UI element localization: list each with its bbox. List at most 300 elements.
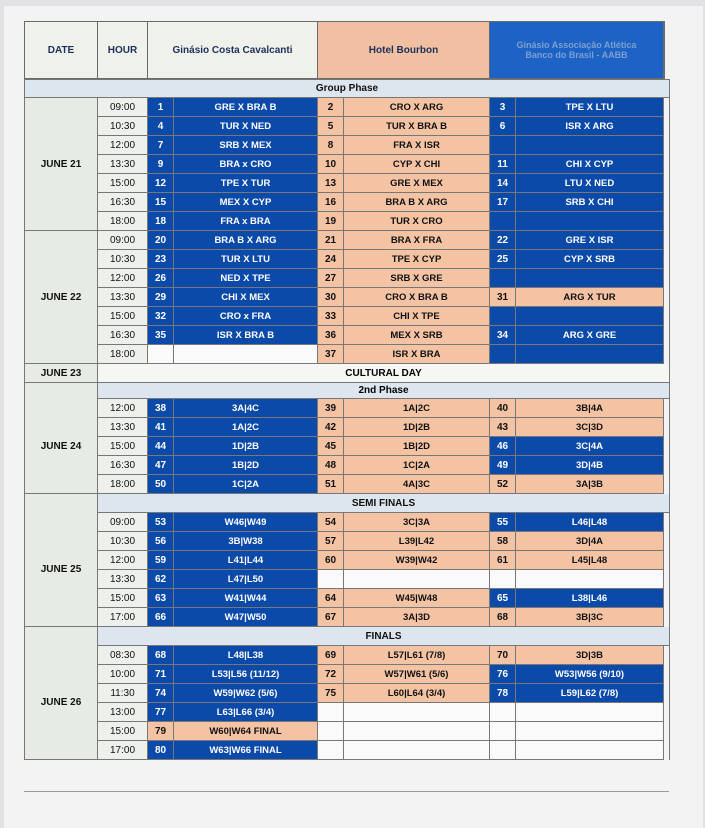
game-number: 13 <box>318 174 344 192</box>
time-cell: 13:00 <box>98 703 148 722</box>
matchup <box>516 307 663 325</box>
game-number <box>490 307 516 325</box>
date-spacer <box>25 494 98 513</box>
table-row <box>98 193 669 212</box>
time-cell: 15:00 <box>98 589 148 608</box>
game-number: 54 <box>318 513 344 531</box>
matchup: 1D|2B <box>174 437 317 455</box>
table-row <box>98 117 669 136</box>
table-row <box>98 288 669 307</box>
time-cell: 18:00 <box>98 345 148 364</box>
game-number: 68 <box>148 646 174 664</box>
match-slot <box>318 231 490 250</box>
matchup: 3C|4A <box>516 437 663 455</box>
game-number <box>148 345 174 363</box>
game-number: 36 <box>318 326 344 344</box>
game-number: 53 <box>148 513 174 531</box>
matchup: CYP X CHI <box>344 155 489 173</box>
table-row <box>98 570 669 589</box>
matchup: L41|L44 <box>174 551 317 569</box>
game-number: 5 <box>318 117 344 135</box>
day-rows <box>98 399 669 494</box>
time-cell: 13:30 <box>98 155 148 174</box>
game-number: 18 <box>148 212 174 230</box>
game-number: 21 <box>318 231 344 249</box>
matchup: NED X TPE <box>174 269 317 287</box>
table-row <box>98 513 669 532</box>
phase-band: Group Phase <box>24 79 670 98</box>
matchup: CRO X ARG <box>344 98 489 116</box>
match-slot <box>318 570 490 589</box>
match-slot <box>318 437 490 456</box>
match-slot <box>148 741 318 760</box>
game-number: 30 <box>318 288 344 306</box>
match-slot <box>490 193 664 212</box>
date-label: JUNE 21 <box>25 98 98 231</box>
game-number: 42 <box>318 418 344 436</box>
table-row <box>98 551 669 570</box>
match-slot <box>148 608 318 627</box>
matchup: TPE X TUR <box>174 174 317 192</box>
time-cell: 08:30 <box>98 646 148 665</box>
matchup: 3B|W38 <box>174 532 317 550</box>
matchup: L60|L64 (3/4) <box>344 684 489 702</box>
matchup <box>516 136 663 154</box>
date-spacer <box>25 627 98 646</box>
match-slot <box>318 741 490 760</box>
match-slot <box>490 117 664 136</box>
match-slot <box>318 532 490 551</box>
matchup: L38|L46 <box>516 589 663 607</box>
matchup: ISR X ARG <box>516 117 663 135</box>
match-slot <box>148 399 318 418</box>
match-slot <box>490 212 664 231</box>
match-slot <box>148 345 318 364</box>
matchup: BRA B X ARG <box>344 193 489 211</box>
game-number: 77 <box>148 703 174 721</box>
time-cell: 16:30 <box>98 193 148 212</box>
match-slot <box>490 741 664 760</box>
game-number: 61 <box>490 551 516 569</box>
match-slot <box>490 570 664 589</box>
time-cell: 15:00 <box>98 437 148 456</box>
match-slot <box>490 665 664 684</box>
match-slot <box>148 269 318 288</box>
matchup: CRO X BRA B <box>344 288 489 306</box>
matchup: L47|L50 <box>174 570 317 588</box>
game-number: 52 <box>490 475 516 493</box>
match-slot <box>490 98 664 117</box>
match-slot <box>318 646 490 665</box>
game-number: 7 <box>148 136 174 154</box>
match-slot <box>490 551 664 570</box>
matchup: W39|W42 <box>344 551 489 569</box>
matchup: 3C|3D <box>516 418 663 436</box>
match-slot <box>318 399 490 418</box>
match-slot <box>148 532 318 551</box>
date-label: JUNE 23 <box>25 364 98 382</box>
matchup: 3B|4A <box>516 399 663 417</box>
table-row <box>98 741 669 760</box>
match-slot <box>148 231 318 250</box>
match-slot <box>148 703 318 722</box>
matchup: FRA x BRA <box>174 212 317 230</box>
matchup: W53|W56 (9/10) <box>516 665 663 683</box>
game-number: 37 <box>318 345 344 363</box>
time-cell: 10:30 <box>98 532 148 551</box>
matchup: ARG X GRE <box>516 326 663 344</box>
day-block <box>24 399 670 494</box>
game-number: 31 <box>490 288 516 306</box>
matchup: 3A|4C <box>174 399 317 417</box>
match-slot <box>490 532 664 551</box>
schedule-sheet <box>4 6 703 828</box>
match-slot <box>148 665 318 684</box>
match-slot <box>490 456 664 475</box>
game-number: 65 <box>490 589 516 607</box>
match-slot <box>148 98 318 117</box>
game-number: 62 <box>148 570 174 588</box>
match-slot <box>318 684 490 703</box>
game-number: 44 <box>148 437 174 455</box>
schedule-grid <box>24 79 670 760</box>
matchup: TPE X LTU <box>516 98 663 116</box>
date-label: JUNE 26 <box>25 646 98 760</box>
game-number: 4 <box>148 117 174 135</box>
match-slot <box>318 288 490 307</box>
matchup: CHI X CYP <box>516 155 663 173</box>
phase-band: SEMI FINALS <box>98 494 669 513</box>
game-number: 78 <box>490 684 516 702</box>
match-slot <box>318 136 490 155</box>
match-slot <box>148 437 318 456</box>
header-date: DATE <box>25 22 98 78</box>
match-slot <box>490 608 664 627</box>
time-cell: 16:30 <box>98 326 148 345</box>
matchup: BRA X FRA <box>344 231 489 249</box>
game-number: 6 <box>490 117 516 135</box>
matchup: L59|L62 (7/8) <box>516 684 663 702</box>
table-row <box>98 345 669 364</box>
matchup: 3A|3B <box>516 475 663 493</box>
table-bottom-rule <box>24 791 669 792</box>
game-number: 3 <box>490 98 516 116</box>
match-slot <box>148 646 318 665</box>
match-slot <box>490 288 664 307</box>
table-row <box>98 136 669 155</box>
matchup: MEX X CYP <box>174 193 317 211</box>
matchup: L53|L56 (11/12) <box>174 665 317 683</box>
matchup: 1A|2C <box>344 399 489 417</box>
match-slot <box>318 269 490 288</box>
match-slot <box>148 326 318 345</box>
matchup: W57|W61 (5/6) <box>344 665 489 683</box>
time-cell: 15:00 <box>98 307 148 326</box>
game-number: 71 <box>148 665 174 683</box>
game-number <box>318 741 344 759</box>
time-cell: 13:30 <box>98 418 148 437</box>
phase-band-row <box>24 494 670 513</box>
game-number: 57 <box>318 532 344 550</box>
matchup: BRA B X ARG <box>174 231 317 249</box>
match-slot <box>490 136 664 155</box>
match-slot <box>318 98 490 117</box>
game-number: 75 <box>318 684 344 702</box>
matchup: 4A|3C <box>344 475 489 493</box>
time-cell: 12:00 <box>98 269 148 288</box>
table-row <box>98 456 669 475</box>
game-number: 68 <box>490 608 516 626</box>
game-number: 67 <box>318 608 344 626</box>
table-row <box>98 475 669 494</box>
game-number: 63 <box>148 589 174 607</box>
matchup: ISR X BRA <box>344 345 489 363</box>
time-cell: 09:00 <box>98 513 148 532</box>
game-number: 50 <box>148 475 174 493</box>
time-cell: 12:00 <box>98 136 148 155</box>
table-row <box>98 703 669 722</box>
matchup: 1D|2B <box>344 418 489 436</box>
time-cell: 17:00 <box>98 741 148 760</box>
time-cell: 12:00 <box>98 551 148 570</box>
time-cell: 13:30 <box>98 288 148 307</box>
time-cell: 16:30 <box>98 456 148 475</box>
game-number: 11 <box>490 155 516 173</box>
matchup: LTU X NED <box>516 174 663 192</box>
matchup <box>344 722 489 740</box>
time-cell: 09:00 <box>98 231 148 250</box>
game-number: 41 <box>148 418 174 436</box>
matchup: SRB X MEX <box>174 136 317 154</box>
day-rows <box>98 98 669 231</box>
matchup: GRE X MEX <box>344 174 489 192</box>
day-rows <box>98 513 669 627</box>
table-row <box>98 589 669 608</box>
matchup: CHI X TPE <box>344 307 489 325</box>
matchup: MEX X SRB <box>344 326 489 344</box>
matchup: L48|L38 <box>174 646 317 664</box>
matchup <box>344 703 489 721</box>
time-cell: 12:00 <box>98 399 148 418</box>
match-slot <box>148 250 318 269</box>
matchup: TUR X LTU <box>174 250 317 268</box>
game-number: 23 <box>148 250 174 268</box>
game-number: 27 <box>318 269 344 287</box>
game-number: 8 <box>318 136 344 154</box>
match-slot <box>318 513 490 532</box>
game-number: 14 <box>490 174 516 192</box>
matchup: 3D|4A <box>516 532 663 550</box>
matchup: CYP X SRB <box>516 250 663 268</box>
time-cell: 18:00 <box>98 475 148 494</box>
game-number: 55 <box>490 513 516 531</box>
table-row <box>98 665 669 684</box>
game-number: 29 <box>148 288 174 306</box>
matchup: 1B|2D <box>344 437 489 455</box>
game-number: 12 <box>148 174 174 192</box>
table-row <box>98 231 669 250</box>
cultural-day-row <box>24 364 670 383</box>
match-slot <box>148 513 318 532</box>
game-number: 40 <box>490 399 516 417</box>
matchup: TUR X CRO <box>344 212 489 230</box>
match-slot <box>490 399 664 418</box>
game-number: 20 <box>148 231 174 249</box>
game-number: 69 <box>318 646 344 664</box>
date-label: JUNE 22 <box>25 231 98 364</box>
match-slot <box>490 437 664 456</box>
game-number: 60 <box>318 551 344 569</box>
matchup <box>516 212 663 230</box>
matchup: 3D|3B <box>516 646 663 664</box>
header-venue-aabb: Ginásio Associação Atlética Banco do Brasil - AABB <box>490 22 664 78</box>
game-number: 33 <box>318 307 344 325</box>
game-number: 10 <box>318 155 344 173</box>
match-slot <box>490 326 664 345</box>
day-rows <box>98 646 669 760</box>
matchup <box>344 570 489 588</box>
game-number: 16 <box>318 193 344 211</box>
table-row <box>98 399 669 418</box>
game-number: 70 <box>490 646 516 664</box>
table-row <box>98 646 669 665</box>
match-slot <box>148 589 318 608</box>
match-slot <box>490 155 664 174</box>
match-slot <box>148 174 318 193</box>
match-slot <box>490 703 664 722</box>
table-row <box>98 269 669 288</box>
game-number: 22 <box>490 231 516 249</box>
time-cell: 10:30 <box>98 250 148 269</box>
match-slot <box>148 193 318 212</box>
game-number: 48 <box>318 456 344 474</box>
match-slot <box>490 269 664 288</box>
day-rows <box>98 231 669 364</box>
match-slot <box>318 722 490 741</box>
match-slot <box>318 418 490 437</box>
matchup: CRO x FRA <box>174 307 317 325</box>
matchup: 3D|4B <box>516 456 663 474</box>
game-number: 58 <box>490 532 516 550</box>
match-slot <box>490 646 664 665</box>
game-number: 72 <box>318 665 344 683</box>
game-number: 17 <box>490 193 516 211</box>
matchup: W47|W50 <box>174 608 317 626</box>
cultural-day-label: CULTURAL DAY <box>98 364 669 382</box>
matchup: BRA x CRO <box>174 155 317 173</box>
game-number: 79 <box>148 722 174 740</box>
game-number: 24 <box>318 250 344 268</box>
match-slot <box>148 307 318 326</box>
match-slot <box>318 551 490 570</box>
matchup: SRB X GRE <box>344 269 489 287</box>
table-row <box>98 250 669 269</box>
matchup <box>516 703 663 721</box>
match-slot <box>148 418 318 437</box>
matchup <box>516 570 663 588</box>
matchup: 3C|3A <box>344 513 489 531</box>
matchup: GRE X BRA B <box>174 98 317 116</box>
game-number: 32 <box>148 307 174 325</box>
matchup: L63|L66 (3/4) <box>174 703 317 721</box>
date-spacer <box>25 383 98 399</box>
match-slot <box>318 174 490 193</box>
table-row <box>98 174 669 193</box>
matchup <box>516 741 663 759</box>
match-slot <box>318 665 490 684</box>
game-number: 1 <box>148 98 174 116</box>
game-number: 45 <box>318 437 344 455</box>
match-slot <box>318 475 490 494</box>
matchup: ISR X BRA B <box>174 326 317 344</box>
match-slot <box>490 722 664 741</box>
match-slot <box>318 193 490 212</box>
game-number <box>490 722 516 740</box>
match-slot <box>490 174 664 193</box>
match-slot <box>318 608 490 627</box>
phase-subheader <box>24 383 670 399</box>
game-number: 47 <box>148 456 174 474</box>
matchup: L46|L48 <box>516 513 663 531</box>
matchup: 1C|2A <box>174 475 317 493</box>
time-cell: 17:00 <box>98 608 148 627</box>
match-slot <box>148 475 318 494</box>
game-number <box>490 741 516 759</box>
match-slot <box>490 231 664 250</box>
time-cell: 18:00 <box>98 212 148 231</box>
game-number: 59 <box>148 551 174 569</box>
match-slot <box>148 722 318 741</box>
table-row <box>98 326 669 345</box>
match-slot <box>318 326 490 345</box>
matchup: W63|W66 FINAL <box>174 741 317 759</box>
date-label: JUNE 25 <box>25 513 98 627</box>
game-number: 9 <box>148 155 174 173</box>
phase-band: FINALS <box>98 627 669 646</box>
match-slot <box>318 456 490 475</box>
table-row <box>98 684 669 703</box>
game-number: 38 <box>148 399 174 417</box>
matchup: W45|W48 <box>344 589 489 607</box>
game-number <box>490 212 516 230</box>
matchup: SRB X CHI <box>516 193 663 211</box>
game-number: 64 <box>318 589 344 607</box>
table-row <box>98 608 669 627</box>
match-slot <box>490 589 664 608</box>
game-number: 43 <box>490 418 516 436</box>
match-slot <box>148 136 318 155</box>
game-number: 15 <box>148 193 174 211</box>
matchup <box>516 345 663 363</box>
game-number: 66 <box>148 608 174 626</box>
matchup: W46|W49 <box>174 513 317 531</box>
header-venue-hotel-bourbon: Hotel Bourbon <box>318 22 490 78</box>
match-slot <box>490 345 664 364</box>
phase-band-row <box>24 627 670 646</box>
day-block <box>24 231 670 364</box>
time-cell: 11:30 <box>98 684 148 703</box>
game-number <box>490 345 516 363</box>
match-slot <box>318 589 490 608</box>
match-slot <box>148 684 318 703</box>
game-number: 74 <box>148 684 174 702</box>
table-header <box>24 21 665 79</box>
game-number: 46 <box>490 437 516 455</box>
game-number: 2 <box>318 98 344 116</box>
table-row <box>98 437 669 456</box>
game-number <box>490 570 516 588</box>
table-row <box>98 532 669 551</box>
